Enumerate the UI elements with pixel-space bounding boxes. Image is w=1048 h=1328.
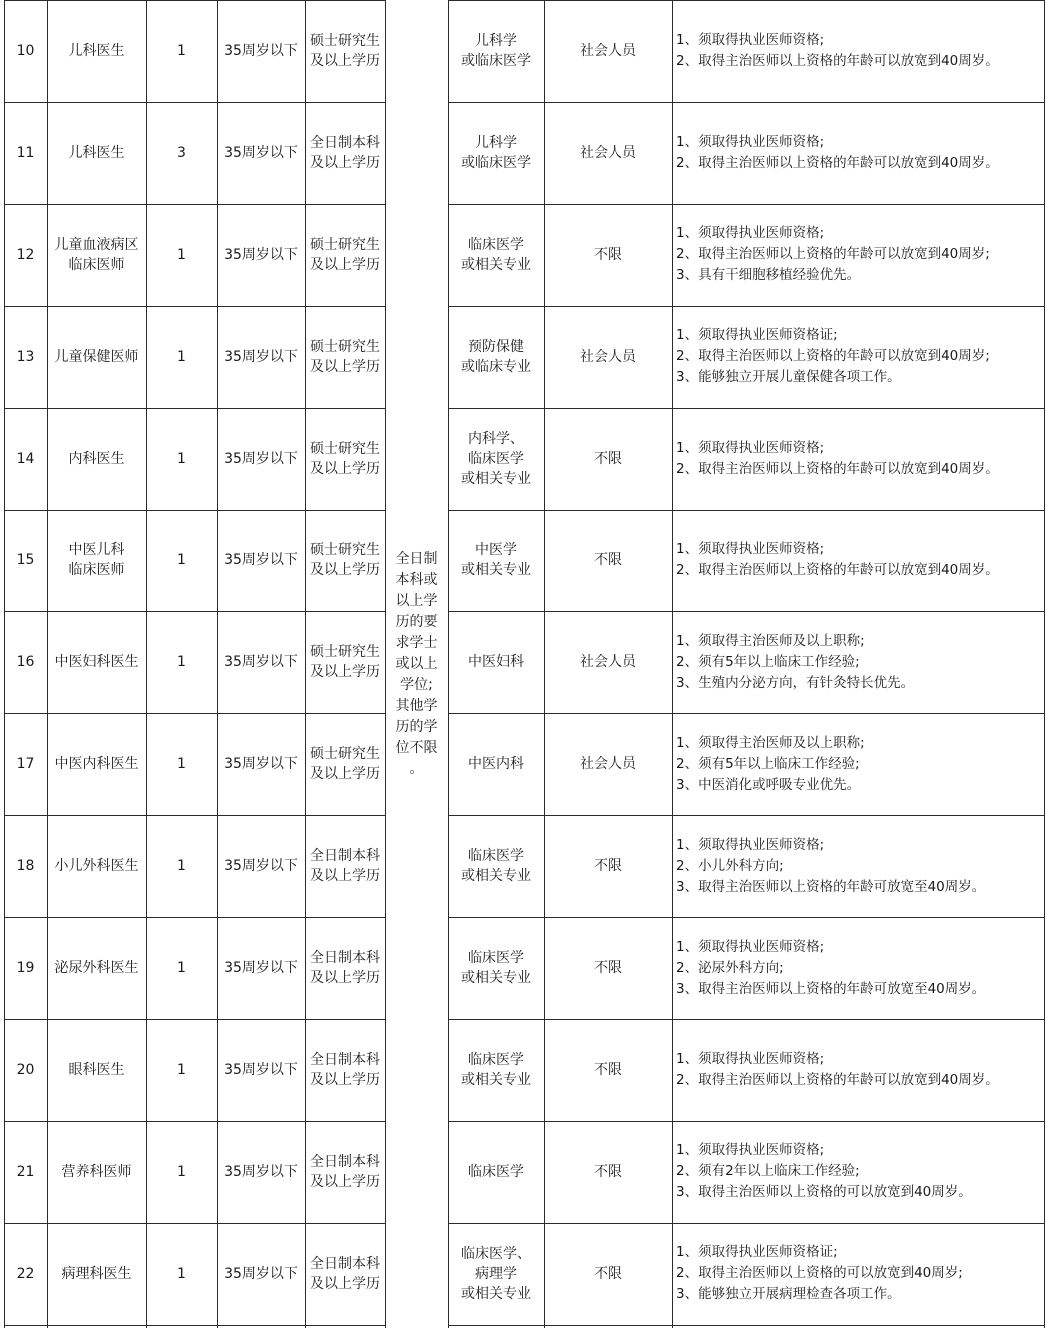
education-text: 全日制本科 及以上学历 bbox=[310, 1051, 380, 1088]
education-cell bbox=[305, 1121, 385, 1223]
post-name-cell bbox=[47, 510, 146, 612]
headcount-cell bbox=[146, 1223, 217, 1325]
row-divider-line bbox=[448, 1223, 1045, 1224]
row-number-cell bbox=[4, 408, 47, 510]
row-divider-line bbox=[4, 1019, 386, 1020]
education-text: 硕士研究生 及以上学历 bbox=[310, 32, 380, 69]
other-requirements-cell bbox=[672, 0, 1044, 102]
age-requirement-cell bbox=[217, 815, 305, 917]
major-text: 临床医学 或相关专业 bbox=[461, 1051, 531, 1088]
age-requirement-text: 35周岁以下 bbox=[224, 1163, 298, 1180]
column-divider-line bbox=[4, 0, 5, 1328]
age-requirement-text: 35周岁以下 bbox=[224, 1061, 298, 1078]
target-group-cell bbox=[544, 1121, 672, 1223]
other-requirements-text: 1、须取得执业医师资格; 2、取得主治医师以上资格的年龄可以放宽到40周岁。 bbox=[676, 1050, 999, 1088]
other-requirements-text: 1、须取得执业医师资格证; 2、取得主治医师以上资格的年龄可以放宽到40周岁; 3、能够独立开展儿童保健各项工作。 bbox=[676, 327, 990, 386]
major-cell bbox=[448, 713, 544, 815]
major-text: 中医妇科 bbox=[468, 654, 524, 671]
row-divider-line bbox=[448, 1019, 1045, 1020]
other-requirements-cell bbox=[672, 306, 1044, 408]
major-cell bbox=[448, 1121, 544, 1223]
major-cell bbox=[448, 815, 544, 917]
headcount-cell bbox=[146, 510, 217, 612]
headcount-text: 3 bbox=[177, 144, 186, 161]
row-divider-line bbox=[4, 1325, 386, 1326]
row-number-text: 19 bbox=[16, 960, 35, 977]
headcount-cell bbox=[146, 0, 217, 102]
target-group-text: 社会人员 bbox=[580, 654, 636, 671]
post-name-cell bbox=[47, 611, 146, 713]
target-group-text: 不限 bbox=[594, 960, 622, 977]
age-requirement-cell bbox=[217, 0, 305, 102]
headcount-cell bbox=[146, 815, 217, 917]
row-divider-line bbox=[4, 204, 386, 205]
target-group-text: 不限 bbox=[594, 858, 622, 875]
post-name-cell bbox=[47, 713, 146, 815]
education-text: 硕士研究生 及以上学历 bbox=[310, 440, 380, 477]
age-requirement-text: 35周岁以下 bbox=[224, 858, 298, 875]
row-number-cell bbox=[4, 1223, 47, 1325]
post-name-cell bbox=[47, 815, 146, 917]
target-group-cell bbox=[544, 0, 672, 102]
row-divider-line bbox=[4, 1121, 386, 1122]
column-divider-line bbox=[544, 0, 545, 1328]
target-group-text: 不限 bbox=[594, 1265, 622, 1282]
headcount-cell bbox=[146, 1019, 217, 1121]
target-group-text: 社会人员 bbox=[580, 42, 636, 59]
major-cell bbox=[448, 1223, 544, 1325]
row-number-cell bbox=[4, 510, 47, 612]
headcount-text: 1 bbox=[177, 450, 186, 467]
age-requirement-text: 35周岁以下 bbox=[224, 144, 298, 161]
row-divider-line bbox=[4, 611, 386, 612]
row-number-cell bbox=[4, 306, 47, 408]
education-cell bbox=[305, 815, 385, 917]
major-text: 儿科学 或临床医学 bbox=[461, 134, 531, 171]
row-number-text: 14 bbox=[16, 450, 35, 467]
row-divider-line bbox=[4, 306, 386, 307]
age-requirement-cell bbox=[217, 713, 305, 815]
age-requirement-text: 35周岁以下 bbox=[224, 450, 298, 467]
row-divider-line bbox=[4, 917, 386, 918]
row-number-cell bbox=[4, 1121, 47, 1223]
target-group-text: 不限 bbox=[594, 450, 622, 467]
major-cell bbox=[448, 408, 544, 510]
major-cell bbox=[448, 0, 544, 102]
row-divider-line bbox=[448, 102, 1045, 103]
age-requirement-cell bbox=[217, 204, 305, 306]
headcount-text: 1 bbox=[177, 1061, 186, 1078]
major-cell bbox=[448, 306, 544, 408]
age-requirement-cell bbox=[217, 917, 305, 1019]
major-text: 预防保健 或临床专业 bbox=[461, 338, 531, 375]
age-requirement-text: 35周岁以下 bbox=[224, 348, 298, 365]
headcount-cell bbox=[146, 611, 217, 713]
row-number-text: 13 bbox=[16, 348, 35, 365]
row-divider-line bbox=[448, 611, 1045, 612]
target-group-text: 社会人员 bbox=[580, 144, 636, 161]
post-name-text: 中医内科医生 bbox=[54, 756, 139, 773]
major-text: 临床医学 或相关专业 bbox=[461, 848, 531, 885]
row-divider-line bbox=[4, 1223, 386, 1224]
column-divider-line bbox=[448, 0, 449, 1328]
post-name-cell bbox=[47, 1019, 146, 1121]
degree-requirement-merged-cell bbox=[385, 0, 448, 1328]
degree-requirement-text: 全日制 本科或 以上学 历的要 求学士 或以上 学位; 其他学 历的学 位不限 。 bbox=[395, 550, 438, 777]
row-divider-line bbox=[448, 815, 1045, 816]
age-requirement-cell bbox=[217, 1223, 305, 1325]
post-name-text: 儿科医生 bbox=[68, 144, 125, 161]
target-group-text: 社会人员 bbox=[580, 756, 636, 773]
target-group-text: 不限 bbox=[594, 1163, 622, 1180]
headcount-cell bbox=[146, 102, 217, 204]
education-text: 硕士研究生 及以上学历 bbox=[310, 338, 380, 375]
headcount-cell bbox=[146, 408, 217, 510]
post-name-cell bbox=[47, 102, 146, 204]
headcount-text: 1 bbox=[177, 42, 186, 59]
row-divider-line bbox=[448, 0, 1045, 1]
column-divider-line bbox=[146, 0, 147, 1328]
row-number-cell bbox=[4, 611, 47, 713]
target-group-text: 不限 bbox=[594, 1061, 622, 1078]
target-group-cell bbox=[544, 917, 672, 1019]
row-divider-line bbox=[448, 917, 1045, 918]
row-number-text: 17 bbox=[16, 756, 35, 773]
age-requirement-cell bbox=[217, 306, 305, 408]
other-requirements-text: 1、须取得主治医师及以上职称; 2、须有5年以上临床工作经验; 3、生殖内分泌方向，有针灸特长优先。 bbox=[676, 632, 915, 691]
age-requirement-text: 35周岁以下 bbox=[224, 1265, 298, 1282]
age-requirement-cell bbox=[217, 611, 305, 713]
row-number-text: 22 bbox=[16, 1265, 35, 1282]
target-group-text: 社会人员 bbox=[580, 348, 636, 365]
education-cell bbox=[305, 408, 385, 510]
headcount-text: 1 bbox=[177, 1265, 186, 1282]
headcount-text: 1 bbox=[177, 756, 186, 773]
other-requirements-text: 1、须取得执业医师资格; 2、取得主治医师以上资格的年龄可以放宽到40周岁。 bbox=[676, 31, 999, 69]
age-requirement-cell bbox=[217, 408, 305, 510]
headcount-text: 1 bbox=[177, 654, 186, 671]
post-name-text: 儿童血液病区 临床医师 bbox=[54, 236, 139, 273]
post-name-text: 营养科医师 bbox=[61, 1163, 132, 1180]
other-requirements-text: 1、须取得执业医师资格; 2、泌尿外科方向; 3、取得主治医师以上资格的年龄可放宽至40周岁。 bbox=[676, 938, 986, 997]
other-requirements-text: 1、须取得主治医师及以上职称; 2、须有5年以上临床工作经验; 3、中医消化或呼吸专业优先。 bbox=[676, 734, 865, 793]
headcount-text: 1 bbox=[177, 348, 186, 365]
other-requirements-cell bbox=[672, 204, 1044, 306]
post-name-cell bbox=[47, 0, 146, 102]
post-name-text: 中医妇科医生 bbox=[54, 654, 139, 671]
major-text: 临床医学 或相关专业 bbox=[461, 950, 531, 987]
age-requirement-cell bbox=[217, 1019, 305, 1121]
target-group-cell bbox=[544, 611, 672, 713]
major-text: 临床医学 bbox=[468, 1163, 524, 1180]
major-cell bbox=[448, 510, 544, 612]
age-requirement-cell bbox=[217, 1121, 305, 1223]
education-cell bbox=[305, 713, 385, 815]
post-name-cell bbox=[47, 917, 146, 1019]
row-divider-line bbox=[448, 204, 1045, 205]
education-cell bbox=[305, 510, 385, 612]
education-cell bbox=[305, 102, 385, 204]
row-divider-line bbox=[448, 408, 1045, 409]
target-group-cell bbox=[544, 713, 672, 815]
target-group-cell bbox=[544, 204, 672, 306]
row-number-cell bbox=[4, 0, 47, 102]
other-requirements-cell bbox=[672, 408, 1044, 510]
row-number-cell bbox=[4, 713, 47, 815]
post-name-cell bbox=[47, 204, 146, 306]
headcount-cell bbox=[146, 1121, 217, 1223]
major-cell bbox=[448, 611, 544, 713]
other-requirements-cell bbox=[672, 1019, 1044, 1121]
target-group-cell bbox=[544, 102, 672, 204]
age-requirement-text: 35周岁以下 bbox=[224, 42, 298, 59]
age-requirement-text: 35周岁以下 bbox=[224, 246, 298, 263]
major-text: 临床医学、 病理学 或相关专业 bbox=[461, 1245, 531, 1302]
row-number-cell bbox=[4, 917, 47, 1019]
other-requirements-cell bbox=[672, 713, 1044, 815]
post-name-cell bbox=[47, 1223, 146, 1325]
headcount-text: 1 bbox=[177, 960, 186, 977]
row-number-text: 16 bbox=[16, 654, 35, 671]
post-name-text: 小儿外科医生 bbox=[54, 858, 139, 875]
education-text: 硕士研究生 及以上学历 bbox=[310, 746, 380, 783]
education-cell bbox=[305, 1019, 385, 1121]
post-name-cell bbox=[47, 408, 146, 510]
target-group-text: 不限 bbox=[594, 552, 622, 569]
row-number-text: 18 bbox=[16, 858, 35, 875]
education-text: 全日制本科 及以上学历 bbox=[310, 848, 380, 885]
target-group-cell bbox=[544, 306, 672, 408]
row-divider-line bbox=[448, 1325, 1045, 1326]
row-divider-line bbox=[4, 815, 386, 816]
row-divider-line bbox=[448, 510, 1045, 511]
row-divider-line bbox=[448, 1121, 1045, 1122]
post-name-text: 眼科医生 bbox=[68, 1061, 125, 1078]
column-divider-line bbox=[47, 0, 48, 1328]
major-text: 中医内科 bbox=[468, 756, 524, 773]
row-number-text: 10 bbox=[16, 42, 35, 59]
education-text: 全日制本科 及以上学历 bbox=[310, 1255, 380, 1292]
other-requirements-text: 1、须取得执业医师资格; 2、取得主治医师以上资格的年龄可以放宽到40周岁。 bbox=[676, 439, 999, 477]
row-divider-line bbox=[4, 0, 386, 1]
target-group-cell bbox=[544, 1223, 672, 1325]
row-divider-line bbox=[4, 408, 386, 409]
other-requirements-text: 1、须取得执业医师资格; 2、取得主治医师以上资格的年龄可以放宽到40周岁; 3、具有干细胞移植经验优先。 bbox=[676, 225, 990, 284]
row-number-cell bbox=[4, 204, 47, 306]
education-text: 硕士研究生 及以上学历 bbox=[310, 236, 380, 273]
other-requirements-cell bbox=[672, 611, 1044, 713]
other-requirements-cell bbox=[672, 1223, 1044, 1325]
other-requirements-text: 1、须取得执业医师资格; 2、取得主治医师以上资格的年龄可以放宽到40周岁。 bbox=[676, 133, 999, 171]
column-divider-line bbox=[305, 0, 306, 1328]
age-requirement-text: 35周岁以下 bbox=[224, 960, 298, 977]
education-cell bbox=[305, 306, 385, 408]
major-text: 儿科学 或临床医学 bbox=[461, 32, 531, 69]
major-text: 内科学、 临床医学 或相关专业 bbox=[461, 430, 531, 487]
headcount-text: 1 bbox=[177, 858, 186, 875]
post-name-text: 泌尿外科医生 bbox=[54, 960, 139, 977]
education-cell bbox=[305, 611, 385, 713]
row-number-cell bbox=[4, 815, 47, 917]
post-name-cell bbox=[47, 1121, 146, 1223]
age-requirement-text: 35周岁以下 bbox=[224, 654, 298, 671]
row-divider-line bbox=[448, 713, 1045, 714]
other-requirements-cell bbox=[672, 815, 1044, 917]
age-requirement-text: 35周岁以下 bbox=[224, 552, 298, 569]
row-number-text: 15 bbox=[16, 552, 35, 569]
major-cell bbox=[448, 204, 544, 306]
target-group-cell bbox=[544, 510, 672, 612]
post-name-text: 内科医生 bbox=[68, 450, 125, 467]
row-number-text: 11 bbox=[16, 144, 35, 161]
education-cell bbox=[305, 1223, 385, 1325]
other-requirements-cell bbox=[672, 102, 1044, 204]
column-divider-line bbox=[385, 0, 386, 1328]
education-cell bbox=[305, 204, 385, 306]
post-name-cell bbox=[47, 306, 146, 408]
education-cell bbox=[305, 917, 385, 1019]
headcount-cell bbox=[146, 306, 217, 408]
row-number-text: 20 bbox=[16, 1061, 35, 1078]
education-text: 硕士研究生 及以上学历 bbox=[310, 644, 380, 681]
major-text: 中医学 或相关专业 bbox=[461, 542, 531, 579]
education-text: 全日制本科 及以上学历 bbox=[310, 950, 380, 987]
major-cell bbox=[448, 102, 544, 204]
row-number-cell bbox=[4, 1019, 47, 1121]
headcount-cell bbox=[146, 204, 217, 306]
headcount-text: 1 bbox=[177, 246, 186, 263]
other-requirements-text: 1、须取得执业医师资格证; 2、取得主治医师以上资格的可以放宽到40周岁; 3、能够独立开展病理检查各项工作。 bbox=[676, 1244, 963, 1303]
headcount-text: 1 bbox=[177, 1163, 186, 1180]
other-requirements-text: 1、须取得执业医师资格; 2、小儿外科方向; 3、取得主治医师以上资格的年龄可放宽至40周岁。 bbox=[676, 836, 986, 895]
row-divider-line bbox=[4, 510, 386, 511]
post-name-text: 儿童保健医师 bbox=[54, 348, 139, 365]
major-cell bbox=[448, 917, 544, 1019]
age-requirement-cell bbox=[217, 510, 305, 612]
column-divider-line bbox=[217, 0, 218, 1328]
target-group-text: 不限 bbox=[594, 246, 622, 263]
target-group-cell bbox=[544, 815, 672, 917]
headcount-cell bbox=[146, 917, 217, 1019]
other-requirements-cell bbox=[672, 510, 1044, 612]
target-group-cell bbox=[544, 408, 672, 510]
row-number-text: 12 bbox=[16, 246, 35, 263]
education-text: 硕士研究生 及以上学历 bbox=[310, 542, 380, 579]
age-requirement-text: 35周岁以下 bbox=[224, 756, 298, 773]
education-text: 全日制本科 及以上学历 bbox=[310, 1153, 380, 1190]
column-divider-line bbox=[1044, 0, 1045, 1328]
education-text: 全日制本科 及以上学历 bbox=[310, 134, 380, 171]
other-requirements-cell bbox=[672, 1121, 1044, 1223]
major-text: 临床医学 或相关专业 bbox=[461, 236, 531, 273]
row-divider-line bbox=[4, 713, 386, 714]
column-divider-line bbox=[672, 0, 673, 1328]
education-cell bbox=[305, 0, 385, 102]
major-cell bbox=[448, 1019, 544, 1121]
post-name-text: 病理科医生 bbox=[61, 1265, 132, 1282]
post-name-text: 儿科医生 bbox=[68, 42, 125, 59]
row-number-text: 21 bbox=[16, 1163, 35, 1180]
other-requirements-cell bbox=[672, 917, 1044, 1019]
target-group-cell bbox=[544, 1019, 672, 1121]
row-divider-line bbox=[4, 102, 386, 103]
headcount-cell bbox=[146, 713, 217, 815]
post-name-text: 中医儿科 临床医师 bbox=[68, 542, 125, 579]
row-divider-line bbox=[448, 306, 1045, 307]
headcount-text: 1 bbox=[177, 552, 186, 569]
row-number-cell bbox=[4, 102, 47, 204]
age-requirement-cell bbox=[217, 102, 305, 204]
other-requirements-text: 1、须取得执业医师资格; 2、须有2年以上临床工作经验; 3、取得主治医师以上资格的可以放宽到40周岁。 bbox=[676, 1142, 972, 1201]
other-requirements-text: 1、须取得执业医师资格; 2、取得主治医师以上资格的年龄可以放宽到40周岁。 bbox=[676, 541, 999, 579]
